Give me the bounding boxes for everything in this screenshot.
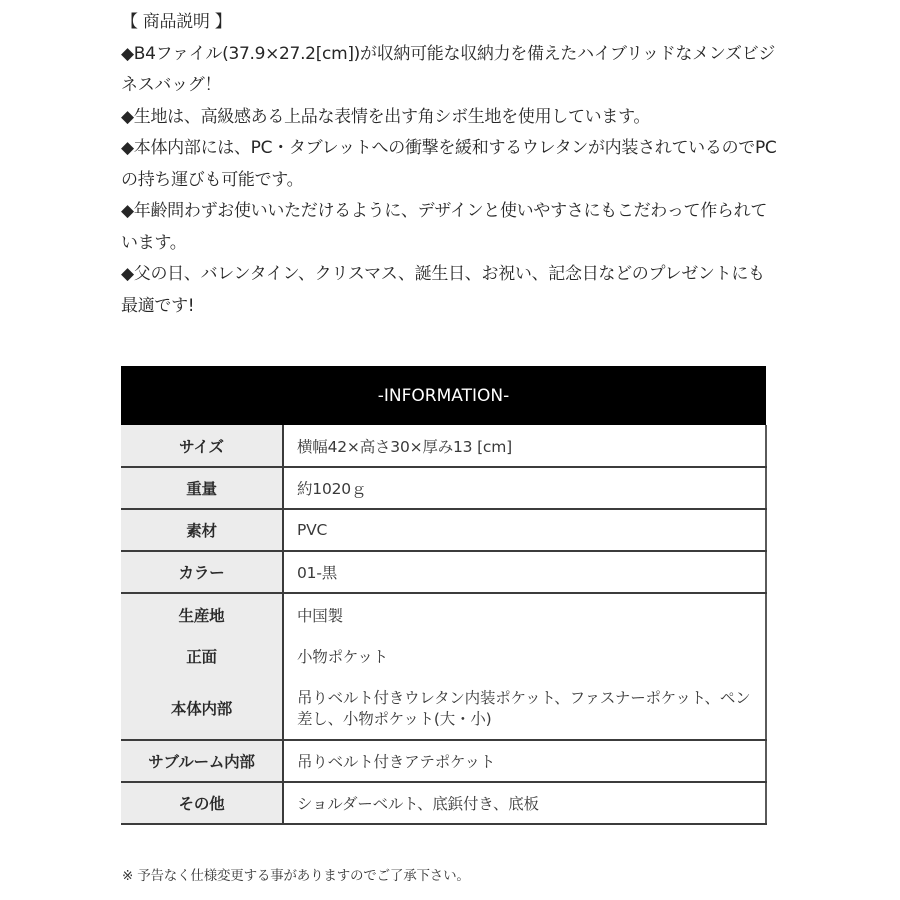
- information-header-row: [121, 366, 766, 425]
- table-row-size: [121, 425, 766, 467]
- material-label: 素材: [121, 509, 283, 551]
- material-value: PVC: [283, 509, 766, 551]
- table-row-color: [121, 551, 766, 593]
- color-label: カラー: [121, 551, 283, 593]
- front-label: 正面: [121, 635, 283, 677]
- size-label: サイズ: [121, 425, 283, 467]
- description-paragraph: ◆生地は、高級感ある上品な表情を出す角シボ生地を使用しています。: [121, 106, 651, 127]
- table-row-weight: [121, 467, 766, 509]
- description-paragraph: ◆本体内部には、PC・タブレットへの衝撃を緩和するウレタンが内装されているのでPCの持ち運びも可能です。: [121, 138, 777, 190]
- interior-label: 本体内部: [121, 677, 283, 740]
- subroom-value: 吊りベルト付きアテポケット: [283, 740, 766, 782]
- origin-label: 生産地: [121, 593, 283, 635]
- description-paragraph: ◆B4ファイル(37.9×27.2[cm])が収納可能な収納力を備えたハイブリッドなメンズビジネスバッグ！: [121, 43, 776, 95]
- table-row-other: [121, 782, 766, 824]
- description-paragraph: ◆父の日、バレンタイン、クリスマス、誕生日、お祝い、記念日などのプレゼントにも最適です!: [121, 264, 765, 316]
- table-row-subroom: [121, 740, 766, 782]
- table-row-material: [121, 509, 766, 551]
- color-value: 01-黒: [283, 551, 766, 593]
- spec-change-note: ※ 予告なく仕様変更する事がありますのでご了承下さい。: [122, 868, 470, 884]
- table-row-interior: [121, 677, 766, 740]
- weight-label: 重量: [121, 467, 283, 509]
- information-title: -INFORMATION-: [121, 366, 766, 425]
- description-heading: 【 商品説明 】: [121, 12, 232, 32]
- information-table: [121, 366, 767, 825]
- product-description: [121, 7, 781, 322]
- weight-value: 約1020ｇ: [283, 467, 766, 509]
- table-row-origin: [121, 593, 766, 635]
- size-value: 横幅42×高さ30×厚み13 [cm]: [283, 425, 766, 467]
- origin-value: 中国製: [283, 593, 766, 635]
- interior-value: 吊りベルト付きウレタン内装ポケット、ファスナーポケット、ペン差し、小物ポケット(大・小): [283, 677, 766, 740]
- table-row-front: [121, 635, 766, 677]
- subroom-label: サブルーム内部: [121, 740, 283, 782]
- other-value: ショルダーベルト、底鋲付き、底板: [283, 782, 766, 824]
- other-label: その他: [121, 782, 283, 824]
- description-paragraph: ◆年齢問わずお使いいただけるように、デザインと使いやすさにもこだわって作られています。: [121, 201, 768, 253]
- front-value: 小物ポケット: [283, 635, 766, 677]
